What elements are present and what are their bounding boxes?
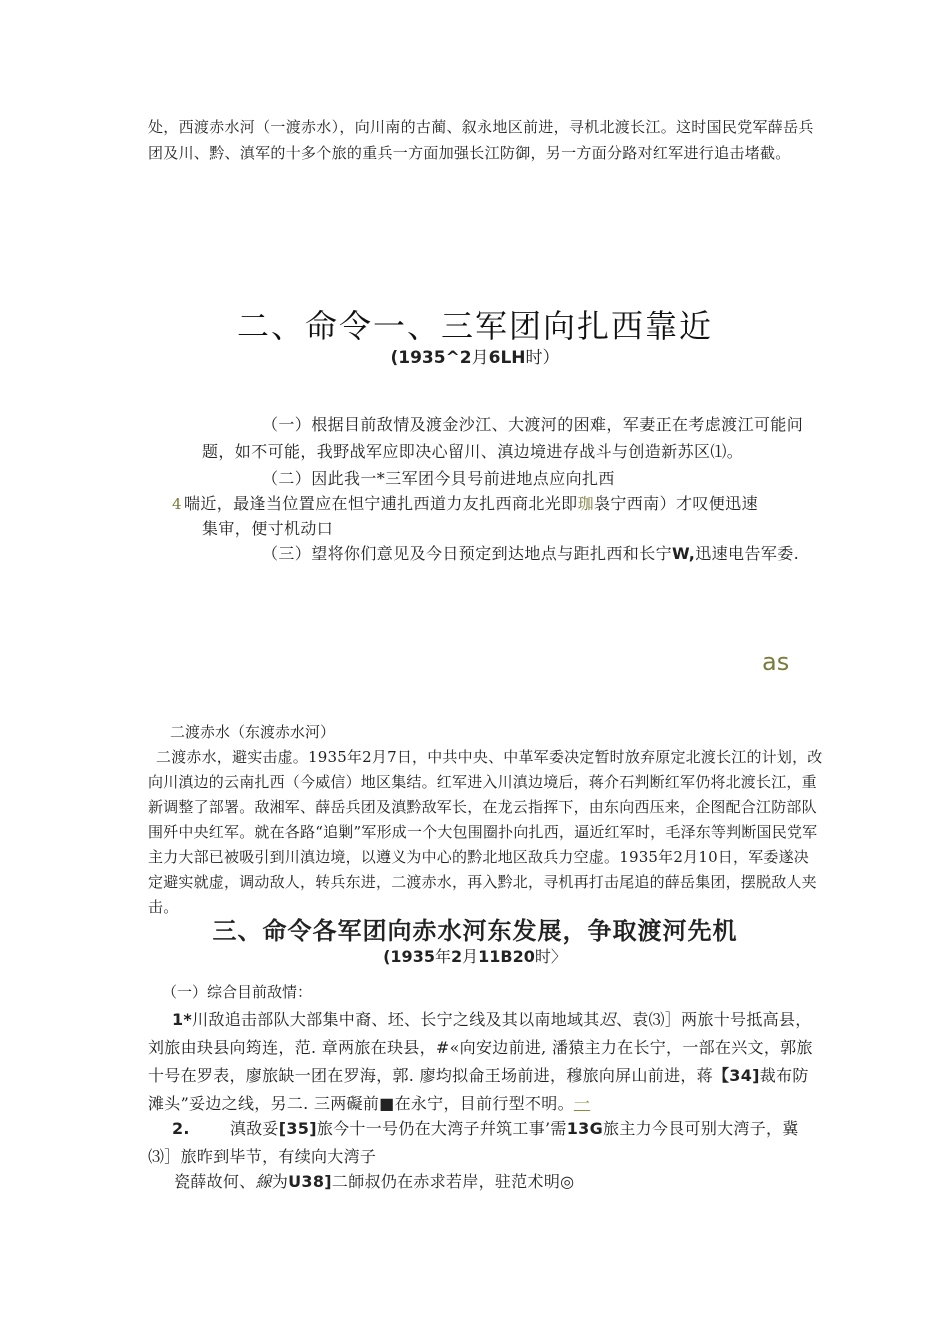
point-2-bold: 13G	[566, 1119, 604, 1138]
section2-date	[0, 346, 950, 370]
item-2-text-a: 喘近，最逢当位置应在怛宁逋扎西道力友扎西商北光即	[183, 494, 578, 513]
point-3-text-b: 为	[271, 1172, 289, 1191]
section3-date-yue: 月	[462, 947, 479, 966]
section2-date-day: 6LH	[488, 348, 526, 368]
section3-date-nian: 年	[434, 947, 451, 966]
section3-title: 三、命令各军团向赤水河东发展，争取渡河先机	[212, 917, 738, 945]
stray-mark: as	[762, 648, 790, 676]
section2-item-3	[202, 540, 822, 567]
section2-date-month: 月	[471, 348, 489, 368]
point-3-italic: 線	[255, 1172, 272, 1191]
point-2-text-b: 旅今十一号仍在大湾子幷筑工事’需	[316, 1119, 567, 1138]
margin-number: 4	[172, 495, 182, 513]
section2-date-year: 1935^2	[398, 348, 472, 368]
section3-date-hour: 时〉	[534, 947, 567, 966]
point-1-text-c: 裁布防滩头”妥边之线，另二. 三两礙前■在永宁，目前行型不明。	[148, 1066, 809, 1113]
section2-item-2-cont	[172, 490, 822, 518]
point-2-number: 2.	[172, 1119, 190, 1138]
point-1-text-b: 、袁⑶］两旅十号抵高县，刘旅由玦县向筠连，范. 章两旅在玦县，#«向安边前进, 潘猿主力在长宁，一部在兴文，郭旅十号在罗表，廖旅缺一团在罗海，郭. 廖均拟侖王场前进，穆旅向屏山前进，蒋	[148, 1010, 813, 1085]
point-2-footnote: [35]	[278, 1119, 317, 1138]
section3-date-month-num: 2	[450, 947, 463, 966]
intro-paragraph: 处，西渡赤水河（一渡赤水），向川南的古蔺、叙永地区前进，寻机北渡长江。这时国民党军薛岳兵团及川、黔、滇军的十多个旅的重兵一方面加强长江防御，另一方面分路对红军进行追击堵截。	[148, 118, 814, 162]
point-2-text-a: 滇敌妥	[229, 1119, 279, 1138]
point-1-number: 1*	[172, 1010, 193, 1029]
point-1-footnote: 【34]	[712, 1066, 760, 1085]
section3-point-3	[174, 1168, 824, 1196]
point-2-text-c: 旅主力今艮可别大湾子，冀⑶］旅昨到毕节，有续向大湾子	[148, 1119, 799, 1166]
section2-date-open: (	[390, 348, 399, 368]
section2-item-2: （二）因此我一*三军团今貝号前进地点应向扎西	[262, 469, 615, 488]
subheading: 二渡赤水（东渡赤水河）	[170, 723, 336, 741]
item-2-accent: 珈	[577, 494, 594, 513]
item-3-text-b: 迅速电告军委.	[695, 544, 800, 563]
point-1-italic: 迟	[599, 1010, 616, 1029]
section3-point-1	[148, 1006, 818, 1118]
point-3-footnote: U38]	[288, 1172, 332, 1191]
item-2-text-b: 袅宁西南）才叹便迅速	[593, 494, 758, 513]
section2-item-2-end: 集审，便寸机动口	[202, 519, 334, 538]
section3-item-1-heading: （一）综合目前敌情：	[162, 983, 313, 1001]
section3-date-day: 11B20	[478, 947, 535, 966]
point-3-text-c: 二師叔仍在赤求若岸，驻范术明◎	[331, 1172, 575, 1191]
item-3-bold: W,	[672, 544, 696, 563]
section2-title: 二、命令一、三军团向扎西靠近	[236, 307, 713, 345]
point-1-text-a: 川敌追击部队大部集中裔、坯、长宁之线及其以南地域其	[192, 1010, 600, 1029]
section2-date-hour: 时）	[525, 348, 560, 368]
body-paragraph: 二渡赤水，避实击虚。1935年2月7日，中共中央、中革军委决定暂时放弃原定北渡长江的计划，改向川滇边的云南扎西（今威信）地区集结。红军进入川滇边境后，蒋介石判断红军仍将北渡长江，重新调整了部署。敌湘军、薛岳兵团及滇黔敌军长，在龙云指挥下，由东向西压来，企图配合江防部队围歼中央红军。就在各路“追剿”军形成一个大包围圈扑向扎西，逼近红军时，毛泽东等判断国民党军主力大部已被吸引到川滇边境，以遵义为中心的黔北地区敌兵力空虚。1935年2月10日，军委遂决定避实就虚，调动敌人，转兵东进，二渡赤水，再入黔北，寻机再打击尾追的薛岳集团，摆脱敌人夹击。	[148, 748, 823, 916]
point-3-text-a: 瓷薛故何、	[174, 1172, 256, 1191]
point-1-underline: 一	[573, 1094, 591, 1113]
item-3-text-a: （三）望将你们意见及今日预定到达地点与距扎西和长宁	[262, 544, 673, 563]
section3-point-2	[148, 1115, 818, 1171]
section2-item-1: （一）根据目前敌情及渡金沙江、大渡河的困难，军妻正在考虑渡江可能问题，如不可能，我野战军应即决心留川、滇边境进存战斗与创造新苏区⑴。	[202, 415, 804, 461]
section3-date	[0, 946, 950, 968]
section3-date-year: (1935	[383, 947, 435, 966]
